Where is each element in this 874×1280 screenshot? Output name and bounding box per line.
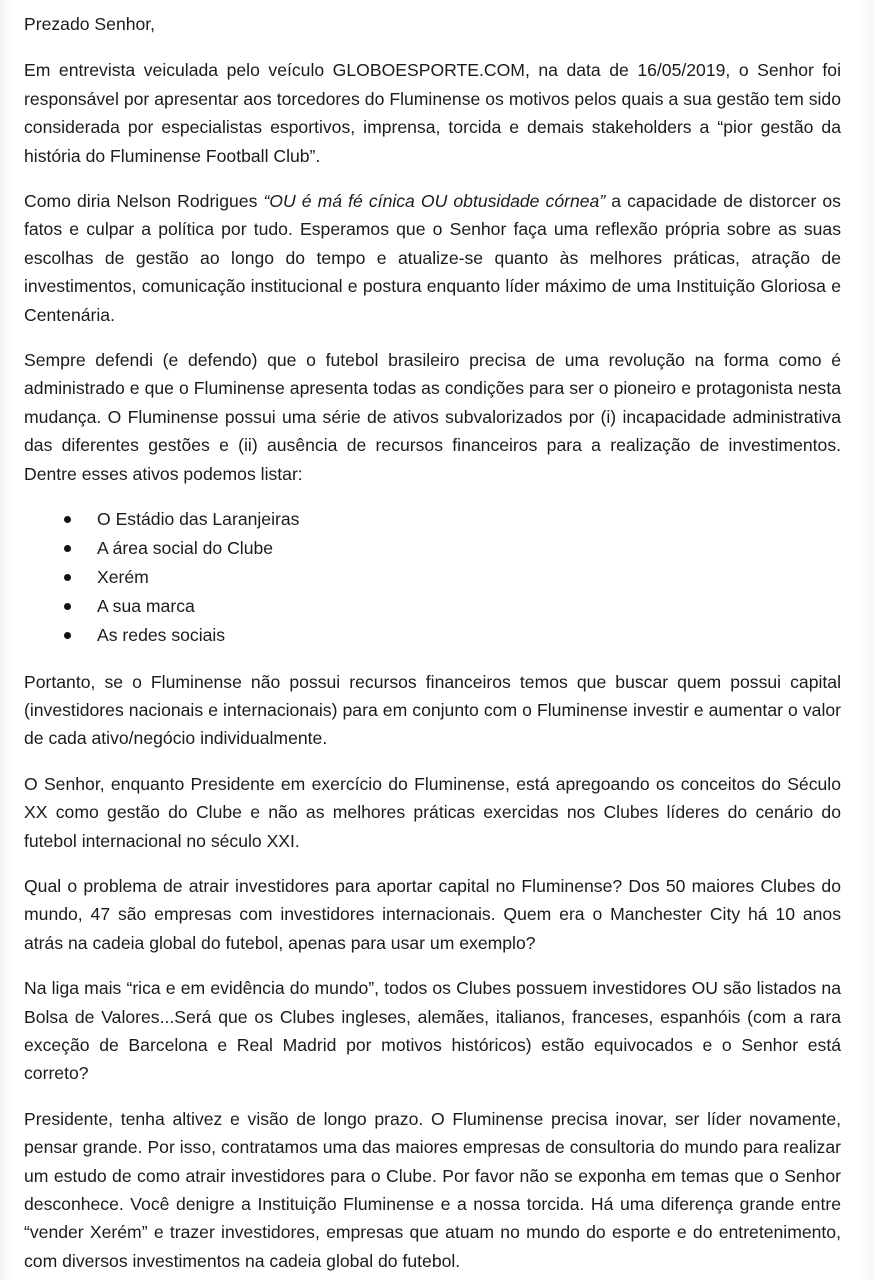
paragraph-capital: Portanto, se o Fluminense não possui recursos financeiros temos que buscar quem possui capital (investidores nacionais e internacionais) para em conjunto com o Fluminense investir e aumentar o valor de cada ativo/negócio individualmente. [24,671,841,749]
paragraph-investors-question: Qual o problema de atrair investidores para aportar capital no Fluminense? Dos 50 maiores Clubes do mundo, 47 são empresas com investidores internacionais. Quem era o Manchester City há 10 anos atrás na cadeia global do futebol, apenas para usar um exemplo? [24,876,841,953]
paragraph-nelson-rodrigues [24,187,841,329]
nelson-rodrigues-quote: “OU é má fé cínica OU obtusidade córnea” [263,191,606,212]
list-item [24,563,841,592]
list-item-text: O Estádio das Laranjeiras [97,509,300,530]
letter-body [24,10,841,1275]
bullet-icon [64,574,71,581]
list-item [24,621,841,650]
bullet-icon [64,603,71,610]
assets-list [24,505,841,650]
bullet-icon [64,516,71,523]
list-item-text: As redes sociais [97,625,226,646]
paragraph-revolution: Sempre defendi (e defendo) que o futebol brasileiro precisa de uma revolução na forma como é administrado e que o Fluminense apresenta todas as condições para ser o pioneiro e protagonista nesta mudança. O Fluminense possui uma série de ativos subvalorizados por (i) incapacidade administrativa das diferentes gestões e (ii) ausência de recursos financeiros para a realização de investimentos. Dentre esses ativos podemos listar: [24,350,841,484]
letter-greeting: Prezado Senhor, [24,14,156,34]
bullet-icon [64,545,71,552]
list-item [24,534,841,563]
paragraph-twentieth-century: O Senhor, enquanto Presidente em exercício do Fluminense, está apregoando os conceitos do Século XX como gestão do Clube e não as melhores práticas exercidas nos Clubes líderes do cenário do futebol internacional no século XXI. [24,773,841,851]
list-item-text: A área social do Clube [97,538,274,559]
paragraph-closing: Presidente, tenha altivez e visão de longo prazo. O Fluminense precisa inovar, ser líder novamente, pensar grande. Por isso, contratamos uma das maiores empresas de consultoria do mundo para realizar um estudo de como atrair investidores para o Clube. Por favor não se exponha em temas que o Senhor desconhece. Você denigre a Instituição Fluminense e a nossa torcida. Há uma diferença grande entre “vender Xerém” e trazer investidores, empresas que atuam no mundo do esporte e do entretenimento, com diversos investimentos na cadeia global do futebol. [24,1108,841,1271]
list-item [24,592,841,621]
bullet-icon [64,632,71,639]
paragraph-interview: Em entrevista veiculada pelo veículo GLOBOESPORTE.COM, na data de 16/05/2019, o Senhor foi responsável por apresentar aos torcedores do Fluminense os motivos pelos quais a sua gestão tem sido considerada por especialistas esportivos, imprensa, torcida e demais stakeholders a “pior gestão da história do Fluminense Football Club”. [24,60,841,166]
paragraph-nelson-rodrigues-rest: a capacidade de distorcer os fatos e culpar a política por tudo. Esperamos que o Senhor faça uma reflexão própria sobre as suas escolhas de gestão ao longo do tempo e atualize-se quanto às melhores práticas, atração de investimentos, comunicação institucional e postura enquanto líder máximo de uma Instituição Gloriosa e Centenária. [24,191,841,325]
paragraph-nelson-rodrigues-intro: Como diria Nelson Rodrigues [24,191,264,212]
list-item [24,505,841,534]
list-item-text: Xerém [97,567,149,588]
list-item-text: A sua marca [97,596,195,617]
paragraph-richest-league: Na liga mais “rica e em evidência do mundo”, todos os Clubes possuem investidores OU são listados na Bolsa de Valores...Será que os Clubes ingleses, alemães, italianos, franceses, espanhóis (com a rara exceção de Barcelona e Real Madrid por motivos históricos) estão equivocados e o Senhor está correto? [24,978,841,1084]
